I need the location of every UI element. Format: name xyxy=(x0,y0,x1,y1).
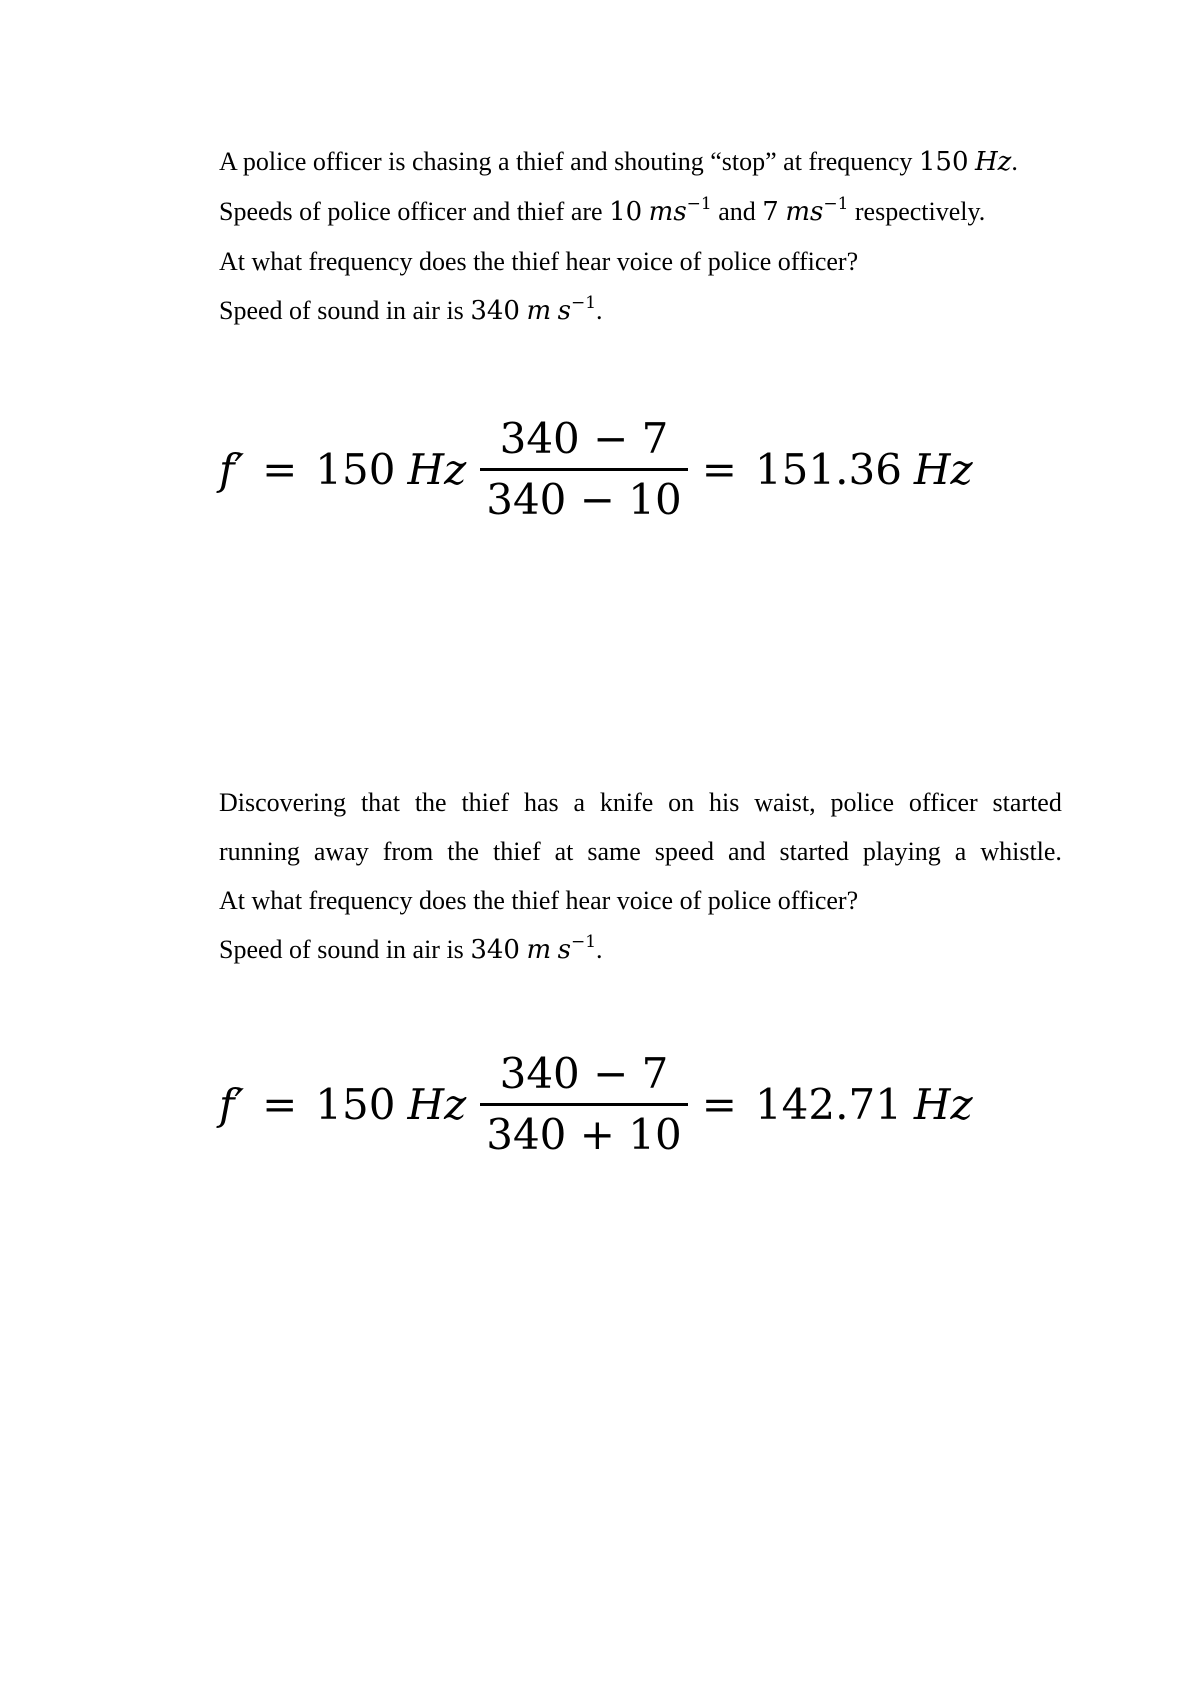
problem-2-line-1-word: the xyxy=(414,788,447,817)
problem-2-line-2-word: away xyxy=(313,837,369,866)
frequency-unit: Hz xyxy=(975,147,1012,177)
problem-2-line-3: At what frequency does the thief hear voice of police officer? xyxy=(219,886,859,915)
problem-1-line-1 xyxy=(219,137,1099,187)
problem-2-line-1 xyxy=(219,778,1062,827)
problem-2-line-4-text: Speed of sound in air is xyxy=(219,935,471,964)
equation-result-unit: Hz xyxy=(913,1080,973,1129)
equation-frequency: 150 xyxy=(315,445,396,494)
problem-1-line-2 xyxy=(219,187,1099,237)
problem-2-line-2-word: running xyxy=(219,837,300,866)
problem-2-line-2-word: speed xyxy=(654,837,714,866)
problem-1-line-4 xyxy=(219,286,1099,336)
equation-frequency: 150 xyxy=(315,1080,396,1129)
equation-unit: Hz xyxy=(407,1080,467,1129)
fraction xyxy=(480,1045,688,1164)
problem-2-line-2-word: whistle. xyxy=(980,837,1062,866)
problem-2-line-1-word: has xyxy=(523,788,559,817)
problem-2-line-1-word: Discovering xyxy=(219,788,347,817)
problem-2-line-2-word: and xyxy=(727,837,766,866)
problem-2-line-2-word: thief xyxy=(493,837,541,866)
problem-2-line-2-word: from xyxy=(382,837,434,866)
problem-2-line-1-word: knife xyxy=(599,788,654,817)
equals-sign: = xyxy=(262,445,298,494)
problem-1-line-2-text: Speeds of police officer and thief are xyxy=(219,197,610,226)
period: . xyxy=(596,935,603,964)
problem-2-text xyxy=(219,778,1099,975)
problem-2-line-1-word: on xyxy=(668,788,695,817)
equation-result: 142.71 xyxy=(754,1080,902,1129)
sound-speed-exponent: −1 xyxy=(570,293,597,313)
problem-2-line-1-word: police xyxy=(830,788,895,817)
problem-2-line-2-word: same xyxy=(587,837,641,866)
problem-1-line-3: At what frequency does the thief hear voice of police officer? xyxy=(219,247,859,276)
thief-speed-exponent: −1 xyxy=(823,194,849,214)
problem-1-text xyxy=(219,137,1099,336)
fraction-denominator: 340 − 10 xyxy=(486,475,682,524)
problem-1-and: and xyxy=(711,197,763,226)
problem-2-line-1-word: started xyxy=(992,788,1062,817)
equation-2 xyxy=(219,1045,973,1164)
problem-2-line-2-word: started xyxy=(779,837,849,866)
fraction-denominator: 340 + 10 xyxy=(486,1110,682,1159)
thief-speed-unit: ms xyxy=(785,197,824,227)
problem-2-line-2 xyxy=(219,827,1062,876)
sound-speed-value: 340 xyxy=(470,935,520,965)
fraction-numerator: 340 − 7 xyxy=(499,1049,669,1098)
problem-2-line-1-word: waist, xyxy=(754,788,816,817)
officer-speed-exponent: −1 xyxy=(686,194,712,214)
problem-2-line-2-word: the xyxy=(447,837,480,866)
problem-2-line-2-word: at xyxy=(554,837,574,866)
equals-sign: = xyxy=(262,1080,298,1129)
period: . xyxy=(1011,147,1018,176)
equation-1 xyxy=(219,410,973,529)
sound-speed-unit-m: m xyxy=(526,296,552,326)
officer-speed-value: 10 xyxy=(609,197,643,227)
problem-2-line-1-word: thief xyxy=(461,788,510,817)
sound-speed-unit-m: m xyxy=(526,935,552,965)
frequency-value: 150 xyxy=(918,147,969,177)
equation-result-unit: Hz xyxy=(913,445,973,494)
problem-1-line-1-text: A police officer is chasing a thief and shouting “stop” at frequency xyxy=(219,147,919,176)
equation-unit: Hz xyxy=(407,445,467,494)
equation-lhs: f′ xyxy=(219,445,245,494)
fraction-numerator: 340 − 7 xyxy=(499,414,669,463)
period: . xyxy=(596,296,603,325)
sound-speed-unit-s: s xyxy=(557,296,571,326)
problem-2-line-2-word: playing xyxy=(862,837,941,866)
problem-2-line-1-word: officer xyxy=(908,788,978,817)
problem-2-line-2-word: a xyxy=(954,837,967,866)
sound-speed-value: 340 xyxy=(470,296,520,326)
officer-speed-unit: ms xyxy=(648,197,687,227)
problem-1-line-4-text: Speed of sound in air is xyxy=(219,296,471,325)
problem-2-line-1-word: that xyxy=(360,788,400,817)
fraction xyxy=(480,410,688,529)
problem-2-line-4 xyxy=(219,925,1099,975)
equals-sign: = xyxy=(701,1080,737,1129)
problem-1-respectively: respectively. xyxy=(848,197,986,226)
equation-lhs: f′ xyxy=(219,1080,245,1129)
thief-speed-value: 7 xyxy=(762,197,779,227)
problem-2-line-1-word: his xyxy=(709,788,740,817)
equation-result: 151.36 xyxy=(754,445,902,494)
sound-speed-unit-s: s xyxy=(557,935,571,965)
equals-sign: = xyxy=(701,445,737,494)
sound-speed-exponent: −1 xyxy=(570,932,597,952)
problem-2-line-1-word: a xyxy=(573,788,586,817)
